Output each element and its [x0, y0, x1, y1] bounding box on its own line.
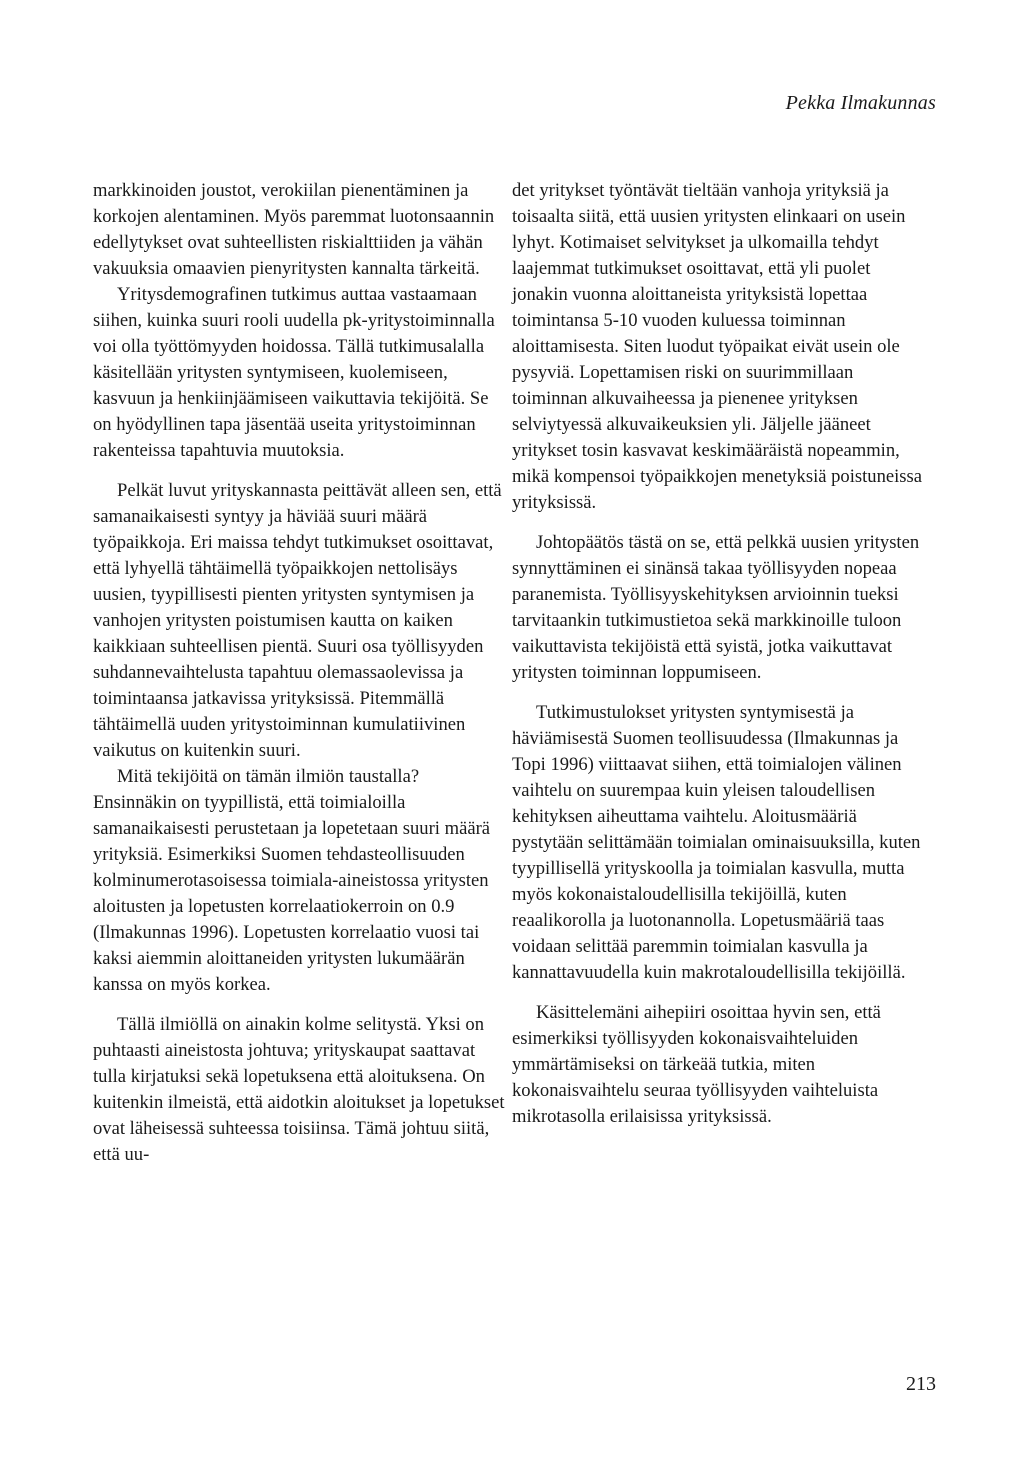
paragraph: Tutkimustulokset yritysten syntymisestä ja häviämisestä Suomen teollisuudessa (Ilmakunnas ja Topi 1996) viittaavat siihen, että toimialojen välinen vaihtelu on suurempaa kuin yleisen taloudellisen kehityksen aiheuttama vaihtelu. Aloitusmääriä pystytään selittämään toimialan ominaisuuksilla, kuten tyypillisellä yrityskoolla ja toimialan kasvulla, mutta myös kokonaistaloudellisilla tekijöillä, kuten reaalikorolla ja luotonannolla. Lopetusmääriä taas voidaan selittää paremmin toimialan kasvulla ja kannattavuudella kuin makrotaloudellisilla tekijöillä. [512, 702, 921, 983]
paragraph: Tällä ilmiöllä on ainakin kolme selitystä. Yksi on puhtaasti aineistosta johtuva; yrityskaupat saattavat tulla kirjatuksi sekä lopetuksena että aloituksena. On kuitenkin ilmeistä, että aidotkin aloitukset ja lopetukset ovat läheisessä suhteessa toisiinsa. Tämä johtuu siitä, että uu- [93, 1014, 505, 1165]
paragraph: markkinoiden joustot, verokiilan pienentäminen ja korkojen alentaminen. Myös paremmat luotonsaannin edellytykset ovat suhteellisten riskialttiiden ja vähän vakuuksia omaavien pienyritysten kannalta tärkeitä. [93, 180, 495, 279]
paragraph: det yritykset työntävät tieltään vanhoja yrityksiä ja toisaalta siitä, että uusien yritysten elinkaari on usein lyhyt. Kotimaiset selvitykset ja ulkomailla tehdyt laajemmat tutkimukset osoittavat, että yli puolet jonakin vuonna aloittaneista yrityksistä lopettaa toimintansa 5-10 vuoden kuluessa toiminnan aloittamisesta. Siten luodut työpaikat eivät usein ole pysyviä. Lopettamisen riski on suurimmillaan toiminnan alkuvaiheessa ja pienenee yrityksen selviytyessä alkuvaikeuksien yli. Jäljelle jääneet yritykset tosin kasvavat keskimääräistä nopeammin, mikä kompensoi työpaikkojen menetyksiä poistuneissa yrityksissä. [512, 180, 923, 513]
paragraph: Johtopäätös tästä on se, että pelkkä uusien yritysten synnyttäminen ei sinänsä takaa työllisyyden nopeaa paranemista. Työllisyyskehityksen arvioinnin tueksi tarvitaankin tutkimustietoa sekä markkinoille tuloon vaikuttavista tekijöistä että syistä, jotka vaikuttavat yritysten toiminnan loppumiseen. [512, 532, 920, 683]
page-number: 213 [906, 1373, 936, 1395]
paragraph: Pelkät luvut yrityskannasta peittävät alleen sen, että samanaikaisesti syntyy ja häviää suuri määrä työpaikkoja. Eri maissa tehdyt tutkimukset osoittavat, että lyhyellä tähtäimellä työpaikkojen nettolisäys uusien, tyypillisesti pienten yritysten syntymisen ja vanhojen yritysten poistumisen kautta on kaiken kaikkiaan suhteellisen pientä. Suuri osa työllisyyden suhdannevaihtelusta tapahtuu olemassaolevissa ja toimintaansa jatkavissa yrityksissä. Pitemmällä tähtäimellä uuden yritystoiminnan kumulatiivinen vaikutus on kuitenkin suuri. [93, 480, 502, 761]
left-column [93, 178, 505, 1168]
right-column [512, 178, 924, 1130]
paragraph: Yritysdemografinen tutkimus auttaa vastaamaan siihen, kuinka suuri rooli uudella pk-yritystoiminnalla voi olla työttömyyden hoidossa. Tällä tutkimusalalla käsitellään yritysten syntymiseen, kuolemiseen, kasvuun ja henkiinjäämiseen vaikuttavia tekijöitä. Se on hyödyllinen tapa jäsentää useita yritystoiminnan rakenteissa tapahtuvia muutoksia. [93, 284, 495, 461]
paragraph: Käsittelemäni aihepiiri osoittaa hyvin sen, että esimerkiksi työllisyyden kokonaisvaihteluiden ymmärtämiseksi on tärkeää tutkia, miten kokonaisvaihtelu seuraa työllisyyden vaihteluista mikrotasolla erilaisissa yrityksissä. [512, 1002, 881, 1127]
running-head: Pekka Ilmakunnas [785, 92, 936, 114]
paragraph: Mitä tekijöitä on tämän ilmiön taustalla? Ensinnäkin on tyypillistä, että toimialoilla samanaikaisesti perustetaan ja lopetetaan suuri määrä yrityksiä. Esimerkiksi Suomen tehdasteollisuuden kolminumerotasoisessa toimiala-aineistossa yritysten aloitusten ja lopetusten korrelaatiokerroin on 0.9 (Ilmakunnas 1996). Lopetusten korrelaatio vuosi tai kaksi aiemmin aloittaneiden yritysten lukumäärän kanssa on myös korkea. [93, 766, 491, 995]
